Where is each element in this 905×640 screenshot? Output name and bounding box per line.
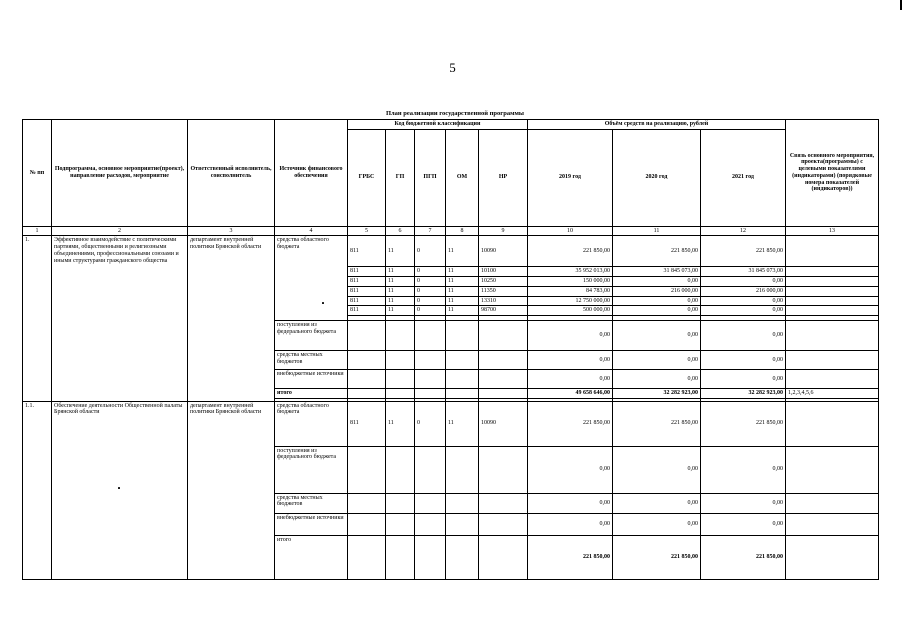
empty-cell bbox=[386, 493, 415, 513]
s2-local-label: средства местных бюджетов bbox=[275, 493, 348, 513]
header-np: НР bbox=[479, 129, 528, 226]
s1-total-2020: 32 282 923,00 bbox=[613, 389, 701, 399]
empty-cell bbox=[446, 321, 479, 351]
empty-cell bbox=[479, 446, 528, 493]
s1-r2-om: 11 bbox=[446, 277, 479, 287]
s1-r4-2019: 12 750 000,00 bbox=[528, 296, 613, 306]
s1-extra-label: внебюджетные источники bbox=[275, 370, 348, 389]
s1-federal-2021: 0,00 bbox=[701, 321, 786, 351]
s1-extra-2020: 0,00 bbox=[613, 370, 701, 389]
s1-r3-gp: 11 bbox=[386, 286, 415, 296]
s1-r2-pgp: 0 bbox=[415, 277, 446, 287]
empty-cell bbox=[786, 351, 879, 370]
s2-total-2019: 221 850,00 bbox=[528, 535, 613, 579]
table-caption: План реализации государственной программы bbox=[385, 110, 525, 117]
s2-pgp: 0 bbox=[415, 401, 446, 446]
s1-r2-gp: 11 bbox=[386, 277, 415, 287]
empty-cell bbox=[386, 389, 415, 399]
colnum-8: 8 bbox=[446, 226, 479, 236]
colnum-12: 12 bbox=[701, 226, 786, 236]
s1-r5-grbs: 811 bbox=[348, 306, 386, 316]
s1-r5-pgp: 0 bbox=[415, 306, 446, 316]
s1-r0-grbs: 811 bbox=[348, 236, 386, 267]
s1-r5-2020: 0,00 bbox=[613, 306, 701, 316]
s1-federal-label: поступления из федерального бюджета bbox=[275, 321, 348, 351]
header-2021: 2021 год bbox=[701, 129, 786, 226]
colnum-7: 7 bbox=[415, 226, 446, 236]
s1-r3-np: 11350 bbox=[479, 286, 528, 296]
s1-total-2019: 49 658 646,00 bbox=[528, 389, 613, 399]
header-subprogram: Подпрограмма, основное мероприятие(проект), направление расходов, мероприятие bbox=[52, 120, 188, 227]
s2-extra-2021: 0,00 bbox=[701, 513, 786, 535]
s2-responsible: департамент внутренней политики Брянской области bbox=[188, 401, 275, 579]
s1-r3-link bbox=[786, 286, 879, 296]
scan-edge-mark bbox=[900, 0, 902, 10]
s1-local-label: средства местных бюджетов bbox=[275, 351, 348, 370]
s1-r5-gp: 11 bbox=[386, 306, 415, 316]
s1-r3-2019: 84 783,00 bbox=[528, 286, 613, 296]
s1-extra-2019: 0,00 bbox=[528, 370, 613, 389]
s1-r5-2019: 500 000,00 bbox=[528, 306, 613, 316]
s1-r2-np: 10250 bbox=[479, 277, 528, 287]
empty-cell bbox=[415, 493, 446, 513]
header-source: Источник финансового обеспечения bbox=[275, 120, 348, 227]
header-2020: 2020 год bbox=[613, 129, 701, 226]
empty-cell bbox=[446, 351, 479, 370]
s1-r1-gp: 11 bbox=[386, 267, 415, 277]
s1-r0-2021: 221 850,00 bbox=[701, 236, 786, 267]
header-row-groups bbox=[23, 120, 879, 130]
s1-r4-2020: 0,00 bbox=[613, 296, 701, 306]
s1-num: 1. bbox=[23, 236, 52, 401]
s1-r4-grbs: 811 bbox=[348, 296, 386, 306]
s1-r0-np: 10090 bbox=[479, 236, 528, 267]
page-number: 5 bbox=[449, 60, 456, 75]
s1-federal-2019: 0,00 bbox=[528, 321, 613, 351]
colnum-3: 3 bbox=[188, 226, 275, 236]
s1-r4-np: 13310 bbox=[479, 296, 528, 306]
column-number-row bbox=[23, 226, 879, 236]
s1-local-2021: 0,00 bbox=[701, 351, 786, 370]
header-om: ОМ bbox=[446, 129, 479, 226]
scan-speck bbox=[118, 487, 120, 489]
s1-source-regional: средства областного бюджета bbox=[275, 236, 348, 321]
s1-r0-gp: 11 bbox=[386, 236, 415, 267]
table-row bbox=[23, 236, 879, 267]
header-2019: 2019 год bbox=[528, 129, 613, 226]
s2-num: 1.1. bbox=[23, 401, 52, 579]
s2-total-2020: 221 850,00 bbox=[613, 535, 701, 579]
empty-cell bbox=[348, 493, 386, 513]
empty-cell bbox=[415, 351, 446, 370]
empty-cell bbox=[479, 389, 528, 399]
s1-responsible: департамент внутренней политики Брянской области bbox=[188, 236, 275, 401]
empty-cell bbox=[479, 493, 528, 513]
s2-regional-2019: 221 850,00 bbox=[528, 401, 613, 446]
empty-cell bbox=[786, 493, 879, 513]
s2-regional-2021: 221 850,00 bbox=[701, 401, 786, 446]
header-pgp: ПГП bbox=[415, 129, 446, 226]
s2-np: 10090 bbox=[479, 401, 528, 446]
s1-federal-2020: 0,00 bbox=[613, 321, 701, 351]
s1-r4-link bbox=[786, 296, 879, 306]
empty-cell bbox=[446, 535, 479, 579]
s1-r0-2019: 221 850,00 bbox=[528, 236, 613, 267]
s1-r1-grbs: 811 bbox=[348, 267, 386, 277]
empty-cell bbox=[446, 370, 479, 389]
s1-name: Эффективное взаимодействие с политическими партиями, общественными и религиозными объединениями, профессиональными союзами и иными структурами гражданского общества bbox=[52, 236, 188, 401]
empty-cell bbox=[348, 351, 386, 370]
empty-cell bbox=[386, 351, 415, 370]
header-responsible: Ответственный исполнитель, соисполнитель bbox=[188, 120, 275, 227]
empty-cell bbox=[786, 370, 879, 389]
s2-local-2021: 0,00 bbox=[701, 493, 786, 513]
empty-cell bbox=[348, 513, 386, 535]
s1-local-2019: 0,00 bbox=[528, 351, 613, 370]
s1-r4-gp: 11 bbox=[386, 296, 415, 306]
colnum-4: 4 bbox=[275, 226, 348, 236]
s1-r4-om: 11 bbox=[446, 296, 479, 306]
s2-extra-2020: 0,00 bbox=[613, 513, 701, 535]
s1-total-link: 1,2,3,4,5,6 bbox=[786, 389, 879, 399]
empty-cell bbox=[479, 370, 528, 389]
s1-r3-pgp: 0 bbox=[415, 286, 446, 296]
s1-extra-2021: 0,00 bbox=[701, 370, 786, 389]
empty-cell bbox=[786, 446, 879, 493]
colnum-10: 10 bbox=[528, 226, 613, 236]
s1-r2-2019: 150 000,00 bbox=[528, 277, 613, 287]
s2-federal-2020: 0,00 bbox=[613, 446, 701, 493]
colnum-1: 1 bbox=[23, 226, 52, 236]
s2-federal-label: поступления из федерального бюджета bbox=[275, 446, 348, 493]
header-volume-group: Объём средств на реализацию, рублей bbox=[528, 120, 786, 130]
empty-cell bbox=[348, 321, 386, 351]
header-link: Связь основного мероприятия, проекта(программы) с целевыми показателями (индикаторами) (порядковые номера показателей (индикаторов)) bbox=[786, 120, 879, 227]
s1-r1-om: 11 bbox=[446, 267, 479, 277]
s2-total-label: итого bbox=[275, 535, 348, 579]
s1-r5-2021: 0,00 bbox=[701, 306, 786, 316]
empty-cell bbox=[386, 513, 415, 535]
colnum-9: 9 bbox=[479, 226, 528, 236]
empty-cell bbox=[415, 389, 446, 399]
s1-r1-np: 10100 bbox=[479, 267, 528, 277]
empty-cell bbox=[415, 321, 446, 351]
colnum-2: 2 bbox=[52, 226, 188, 236]
s1-r1-2021: 31 845 073,00 bbox=[701, 267, 786, 277]
empty-cell bbox=[386, 446, 415, 493]
colnum-6: 6 bbox=[386, 226, 415, 236]
s2-name: Обеспечение деятельности Общественной палаты Брянской области bbox=[52, 401, 188, 579]
s1-r5-om: 11 bbox=[446, 306, 479, 316]
s1-r1-2019: 35 952 013,00 bbox=[528, 267, 613, 277]
empty-cell bbox=[415, 446, 446, 493]
scan-speck bbox=[322, 302, 324, 304]
s1-r4-pgp: 0 bbox=[415, 296, 446, 306]
header-num: № пп bbox=[23, 120, 52, 227]
s1-r1-pgp: 0 bbox=[415, 267, 446, 277]
empty-cell bbox=[786, 535, 879, 579]
colnum-13: 13 bbox=[786, 226, 879, 236]
s1-r2-link bbox=[786, 277, 879, 287]
header-code-group: Код бюджетной классификации bbox=[348, 120, 528, 130]
s2-regional-2020: 221 850,00 bbox=[613, 401, 701, 446]
empty-cell bbox=[348, 389, 386, 399]
empty-cell bbox=[479, 513, 528, 535]
empty-cell bbox=[415, 370, 446, 389]
s2-grbs: 811 bbox=[348, 401, 386, 446]
empty-cell bbox=[386, 321, 415, 351]
s1-r2-2021: 0,00 bbox=[701, 277, 786, 287]
empty-cell bbox=[446, 446, 479, 493]
s2-om: 11 bbox=[446, 401, 479, 446]
s2-regional-label: средства областного бюджета bbox=[275, 401, 348, 446]
s1-r0-pgp: 0 bbox=[415, 236, 446, 267]
s2-local-2020: 0,00 bbox=[613, 493, 701, 513]
empty-cell bbox=[479, 535, 528, 579]
s2-gp: 11 bbox=[386, 401, 415, 446]
s2-total-2021: 221 850,00 bbox=[701, 535, 786, 579]
s2-extra-2019: 0,00 bbox=[528, 513, 613, 535]
empty-cell bbox=[479, 321, 528, 351]
table-row bbox=[23, 401, 879, 446]
s1-r2-2020: 0,00 bbox=[613, 277, 701, 287]
empty-cell bbox=[348, 535, 386, 579]
s1-r1-2020: 31 845 073,00 bbox=[613, 267, 701, 277]
colnum-5: 5 bbox=[348, 226, 386, 236]
s1-r0-2020: 221 850,00 bbox=[613, 236, 701, 267]
empty-cell bbox=[348, 446, 386, 493]
s1-r4-2021: 0,00 bbox=[701, 296, 786, 306]
empty-cell bbox=[386, 370, 415, 389]
s1-total-label: итого bbox=[275, 389, 348, 399]
empty-cell bbox=[446, 513, 479, 535]
s1-r3-grbs: 811 bbox=[348, 286, 386, 296]
empty-cell bbox=[446, 493, 479, 513]
s1-local-2020: 0,00 bbox=[613, 351, 701, 370]
s1-r2-grbs: 811 bbox=[348, 277, 386, 287]
colnum-11: 11 bbox=[613, 226, 701, 236]
s2-federal-2019: 0,00 bbox=[528, 446, 613, 493]
header-grbs: ГРБС bbox=[348, 129, 386, 226]
s2-local-2019: 0,00 bbox=[528, 493, 613, 513]
s1-r3-2021: 216 000,00 bbox=[701, 286, 786, 296]
s2-federal-2021: 0,00 bbox=[701, 446, 786, 493]
empty-cell bbox=[786, 401, 879, 446]
empty-cell bbox=[348, 370, 386, 389]
s1-r3-2020: 216 000,00 bbox=[613, 286, 701, 296]
empty-cell bbox=[415, 513, 446, 535]
s1-r0-link bbox=[786, 236, 879, 267]
empty-cell bbox=[386, 535, 415, 579]
empty-cell bbox=[415, 535, 446, 579]
s1-r5-link bbox=[786, 306, 879, 316]
s2-extra-label: внебюджетные источники bbox=[275, 513, 348, 535]
empty-cell bbox=[786, 513, 879, 535]
s1-r5-np: 98700 bbox=[479, 306, 528, 316]
s1-r1-link bbox=[786, 267, 879, 277]
empty-cell bbox=[786, 321, 879, 351]
s1-r0-om: 11 bbox=[446, 236, 479, 267]
empty-cell bbox=[479, 351, 528, 370]
program-plan-table bbox=[22, 119, 879, 580]
s1-total-2021: 32 282 923,00 bbox=[701, 389, 786, 399]
empty-cell bbox=[446, 389, 479, 399]
s1-r3-om: 11 bbox=[446, 286, 479, 296]
header-gp: ГП bbox=[386, 129, 415, 226]
